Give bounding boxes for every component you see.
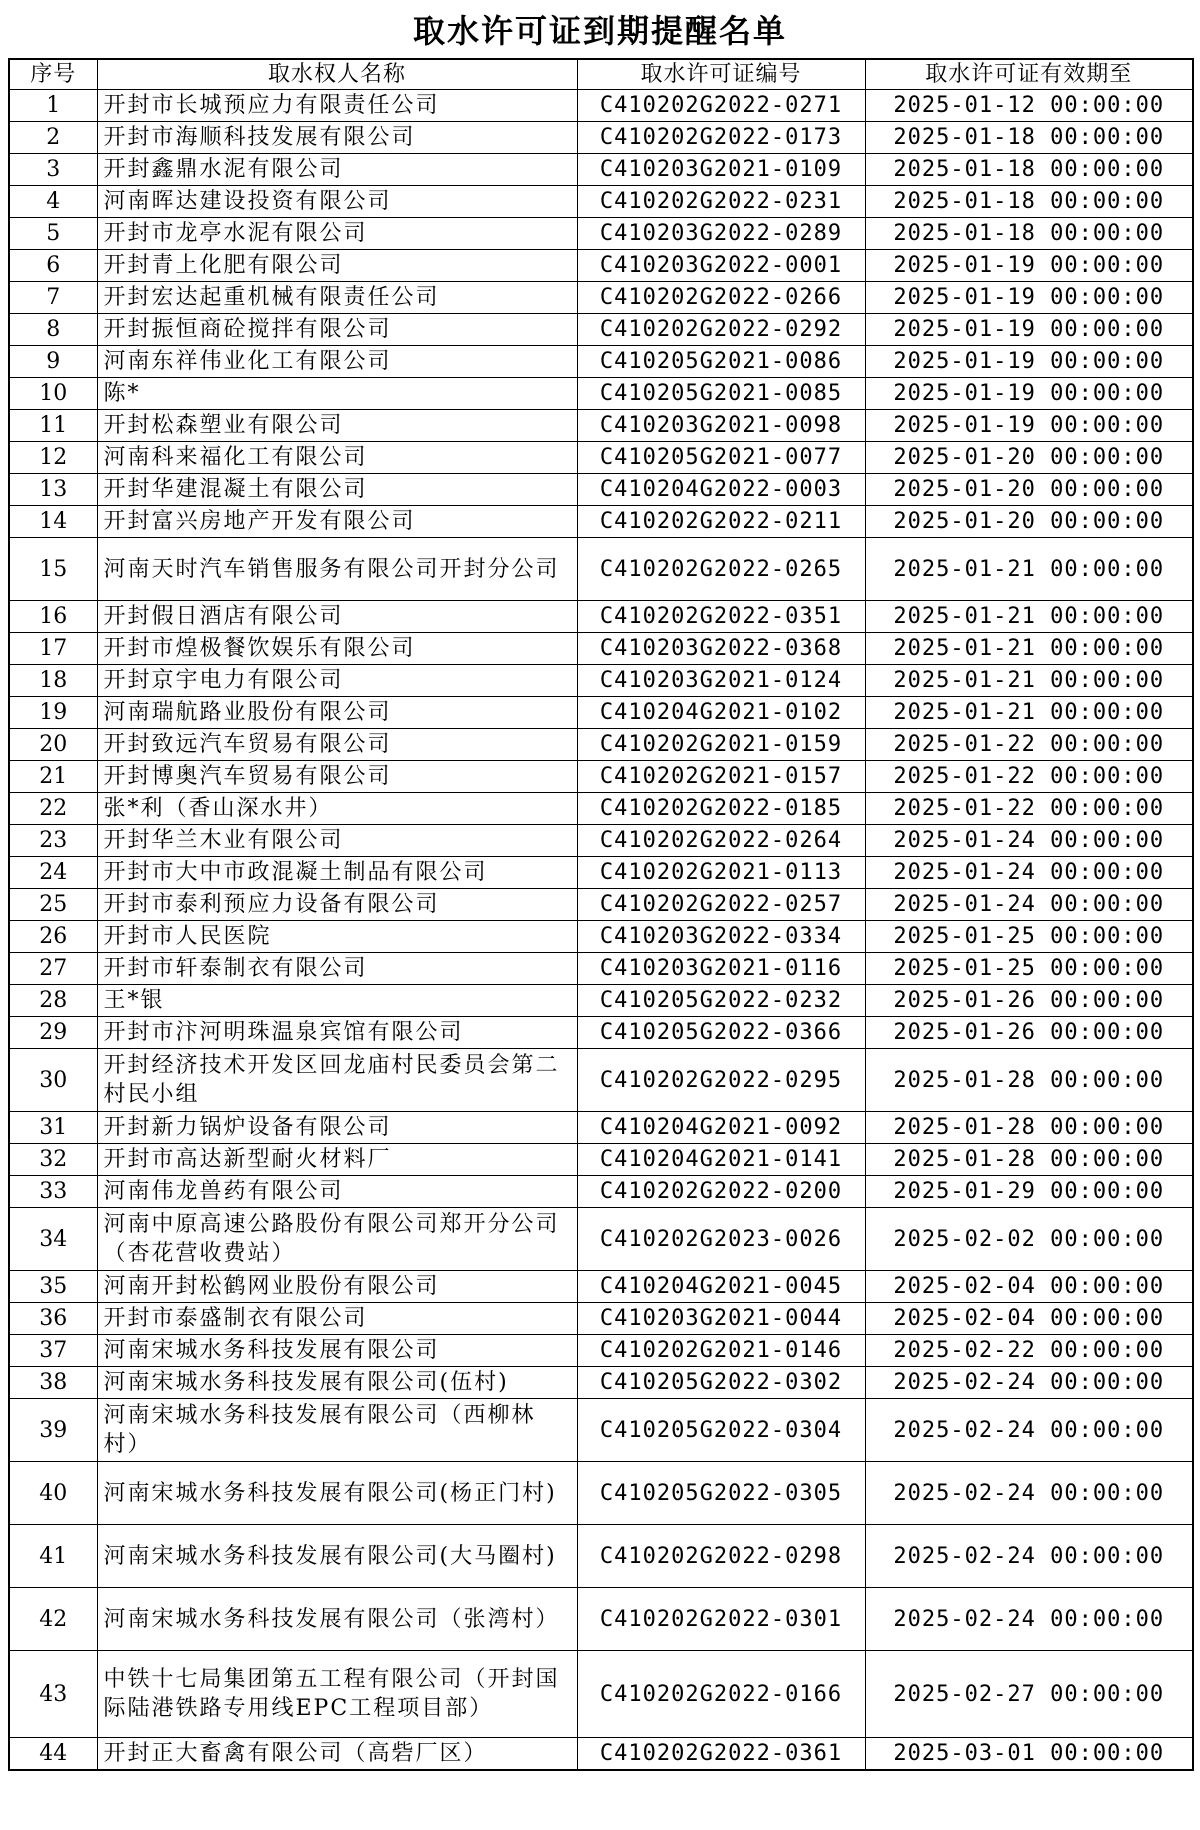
- row-no: 10: [9, 378, 97, 410]
- row-name: 开封华建混凝土有限公司: [97, 474, 577, 506]
- row-no: 23: [9, 825, 97, 857]
- row-permit-code: C410204G2022-0003: [577, 474, 865, 506]
- row-expiry-date: 2025-02-27 00:00:00: [865, 1651, 1193, 1738]
- row-name: 河南宋城水务科技发展有限公司: [97, 1335, 577, 1367]
- row-no: 29: [9, 1017, 97, 1049]
- row-name: 张*利（香山深水井）: [97, 793, 577, 825]
- header-date: 取水许可证有效期至: [865, 59, 1193, 90]
- row-name: 河南宋城水务科技发展有限公司（西柳林村）: [97, 1399, 577, 1462]
- row-name: 开封振恒商砼搅拌有限公司: [97, 314, 577, 346]
- row-permit-code: C410202G2022-0361: [577, 1738, 865, 1771]
- row-no: 14: [9, 506, 97, 538]
- row-name: 开封市人民医院: [97, 921, 577, 953]
- row-no: 30: [9, 1049, 97, 1112]
- table-row: [9, 506, 1193, 538]
- row-name: 开封市汴河明珠温泉宾馆有限公司: [97, 1017, 577, 1049]
- row-no: 35: [9, 1271, 97, 1303]
- row-name: 河南开封松鹤网业股份有限公司: [97, 1271, 577, 1303]
- row-expiry-date: 2025-01-21 00:00:00: [865, 697, 1193, 729]
- table-header-row: [9, 59, 1193, 90]
- row-permit-code: C410202G2021-0146: [577, 1335, 865, 1367]
- row-no: 24: [9, 857, 97, 889]
- row-name: 开封华兰木业有限公司: [97, 825, 577, 857]
- row-name: 开封致远汽车贸易有限公司: [97, 729, 577, 761]
- row-expiry-date: 2025-02-24 00:00:00: [865, 1462, 1193, 1525]
- row-expiry-date: 2025-01-19 00:00:00: [865, 250, 1193, 282]
- table-row: [9, 857, 1193, 889]
- row-no: 40: [9, 1462, 97, 1525]
- row-expiry-date: 2025-01-24 00:00:00: [865, 825, 1193, 857]
- row-expiry-date: 2025-01-18 00:00:00: [865, 186, 1193, 218]
- row-no: 15: [9, 538, 97, 601]
- row-expiry-date: 2025-01-18 00:00:00: [865, 218, 1193, 250]
- row-permit-code: C410202G2022-0211: [577, 506, 865, 538]
- row-name: 开封假日酒店有限公司: [97, 601, 577, 633]
- row-expiry-date: 2025-01-25 00:00:00: [865, 921, 1193, 953]
- row-name: 开封市龙亭水泥有限公司: [97, 218, 577, 250]
- row-permit-code: C410202G2022-0185: [577, 793, 865, 825]
- row-permit-code: C410202G2021-0159: [577, 729, 865, 761]
- table-row: [9, 729, 1193, 761]
- row-permit-code: C410205G2022-0304: [577, 1399, 865, 1462]
- row-no: 26: [9, 921, 97, 953]
- row-name: 河南中原高速公路股份有限公司郑开分公司（杏花营收费站）: [97, 1208, 577, 1271]
- row-name: 开封市轩泰制衣有限公司: [97, 953, 577, 985]
- row-name: 开封市海顺科技发展有限公司: [97, 122, 577, 154]
- row-no: 7: [9, 282, 97, 314]
- row-no: 37: [9, 1335, 97, 1367]
- table-row: [9, 889, 1193, 921]
- row-expiry-date: 2025-02-04 00:00:00: [865, 1271, 1193, 1303]
- row-no: 11: [9, 410, 97, 442]
- row-permit-code: C410203G2022-0289: [577, 218, 865, 250]
- row-name: 开封富兴房地产开发有限公司: [97, 506, 577, 538]
- row-name: 开封市高达新型耐火材料厂: [97, 1144, 577, 1176]
- row-no: 41: [9, 1525, 97, 1588]
- row-name: 河南宋城水务科技发展有限公司(杨正门村): [97, 1462, 577, 1525]
- row-no: 43: [9, 1651, 97, 1738]
- row-name: 开封市大中市政混凝土制品有限公司: [97, 857, 577, 889]
- table-row: [9, 633, 1193, 665]
- row-expiry-date: 2025-01-20 00:00:00: [865, 506, 1193, 538]
- table-row: [9, 921, 1193, 953]
- row-expiry-date: 2025-01-19 00:00:00: [865, 410, 1193, 442]
- row-no: 9: [9, 346, 97, 378]
- row-name: 开封宏达起重机械有限责任公司: [97, 282, 577, 314]
- row-name: 开封经济技术开发区回龙庙村民委员会第二村民小组: [97, 1049, 577, 1112]
- row-expiry-date: 2025-01-21 00:00:00: [865, 665, 1193, 697]
- row-name: 河南东祥伟业化工有限公司: [97, 346, 577, 378]
- row-permit-code: C410203G2021-0109: [577, 154, 865, 186]
- table-row: [9, 282, 1193, 314]
- row-no: 12: [9, 442, 97, 474]
- table-row: [9, 1588, 1193, 1651]
- table-row: [9, 1144, 1193, 1176]
- row-permit-code: C410202G2022-0292: [577, 314, 865, 346]
- header-no: 序号: [9, 59, 97, 90]
- row-permit-code: C410205G2021-0085: [577, 378, 865, 410]
- table-row: [9, 1176, 1193, 1208]
- row-expiry-date: 2025-01-24 00:00:00: [865, 857, 1193, 889]
- row-no: 32: [9, 1144, 97, 1176]
- row-expiry-date: 2025-01-25 00:00:00: [865, 953, 1193, 985]
- row-permit-code: C410204G2021-0045: [577, 1271, 865, 1303]
- row-no: 2: [9, 122, 97, 154]
- row-name: 陈*: [97, 378, 577, 410]
- row-expiry-date: 2025-01-26 00:00:00: [865, 985, 1193, 1017]
- row-expiry-date: 2025-02-24 00:00:00: [865, 1367, 1193, 1399]
- table-row: [9, 1738, 1193, 1771]
- row-no: 21: [9, 761, 97, 793]
- row-name: 开封市泰利预应力设备有限公司: [97, 889, 577, 921]
- row-permit-code: C410204G2021-0141: [577, 1144, 865, 1176]
- table-row: [9, 314, 1193, 346]
- row-expiry-date: 2025-01-20 00:00:00: [865, 474, 1193, 506]
- row-name: 开封正大畜禽有限公司（高砦厂区）: [97, 1738, 577, 1771]
- table-row: [9, 1462, 1193, 1525]
- row-permit-code: C410204G2021-0092: [577, 1112, 865, 1144]
- row-no: 8: [9, 314, 97, 346]
- row-no: 4: [9, 186, 97, 218]
- row-permit-code: C410205G2022-0366: [577, 1017, 865, 1049]
- row-permit-code: C410202G2021-0113: [577, 857, 865, 889]
- row-expiry-date: 2025-02-02 00:00:00: [865, 1208, 1193, 1271]
- row-no: 28: [9, 985, 97, 1017]
- row-name: 开封博奥汽车贸易有限公司: [97, 761, 577, 793]
- row-permit-code: C410202G2022-0231: [577, 186, 865, 218]
- row-permit-code: C410202G2022-0173: [577, 122, 865, 154]
- table-row: [9, 1049, 1193, 1112]
- table-row: [9, 474, 1193, 506]
- row-permit-code: C410203G2022-0334: [577, 921, 865, 953]
- row-name: 河南宋城水务科技发展有限公司(大马圈村): [97, 1525, 577, 1588]
- row-expiry-date: 2025-01-19 00:00:00: [865, 378, 1193, 410]
- row-no: 5: [9, 218, 97, 250]
- row-expiry-date: 2025-01-21 00:00:00: [865, 601, 1193, 633]
- row-expiry-date: 2025-01-12 00:00:00: [865, 90, 1193, 122]
- row-expiry-date: 2025-01-22 00:00:00: [865, 729, 1193, 761]
- row-permit-code: C410202G2022-0257: [577, 889, 865, 921]
- row-permit-code: C410202G2022-0166: [577, 1651, 865, 1738]
- row-name: 开封京宇电力有限公司: [97, 665, 577, 697]
- row-no: 18: [9, 665, 97, 697]
- row-permit-code: C410202G2022-0266: [577, 282, 865, 314]
- document-title: 取水许可证到期提醒名单: [412, 12, 787, 50]
- row-no: 22: [9, 793, 97, 825]
- row-name: 开封市煌极餐饮娱乐有限公司: [97, 633, 577, 665]
- table-row: [9, 90, 1193, 122]
- row-permit-code: C410202G2021-0157: [577, 761, 865, 793]
- table-row: [9, 378, 1193, 410]
- row-expiry-date: 2025-01-22 00:00:00: [865, 761, 1193, 793]
- row-no: 3: [9, 154, 97, 186]
- row-name: 开封市长城预应力有限责任公司: [97, 90, 577, 122]
- row-no: 44: [9, 1738, 97, 1771]
- row-permit-code: C410205G2022-0302: [577, 1367, 865, 1399]
- row-expiry-date: 2025-02-24 00:00:00: [865, 1525, 1193, 1588]
- table-row: [9, 1017, 1193, 1049]
- row-no: 1: [9, 90, 97, 122]
- row-permit-code: C410203G2022-0001: [577, 250, 865, 282]
- table-row: [9, 154, 1193, 186]
- row-permit-code: C410203G2021-0044: [577, 1303, 865, 1335]
- table-row: [9, 793, 1193, 825]
- header-name: 取水权人名称: [97, 59, 577, 90]
- table-row: [9, 1651, 1193, 1738]
- row-permit-code: C410202G2022-0264: [577, 825, 865, 857]
- row-expiry-date: 2025-01-29 00:00:00: [865, 1176, 1193, 1208]
- table-row: [9, 1208, 1193, 1271]
- table-row: [9, 761, 1193, 793]
- row-expiry-date: 2025-03-01 00:00:00: [865, 1738, 1193, 1771]
- row-no: 38: [9, 1367, 97, 1399]
- row-no: 13: [9, 474, 97, 506]
- row-permit-code: C410202G2022-0271: [577, 90, 865, 122]
- row-no: 25: [9, 889, 97, 921]
- row-name: 河南宋城水务科技发展有限公司(伍村): [97, 1367, 577, 1399]
- row-permit-code: C410202G2022-0298: [577, 1525, 865, 1588]
- row-name: 河南宋城水务科技发展有限公司（张湾村）: [97, 1588, 577, 1651]
- row-permit-code: C410202G2022-0351: [577, 601, 865, 633]
- row-no: 31: [9, 1112, 97, 1144]
- permit-table: [8, 58, 1194, 1771]
- row-permit-code: C410202G2022-0200: [577, 1176, 865, 1208]
- row-no: 17: [9, 633, 97, 665]
- row-permit-code: C410203G2022-0368: [577, 633, 865, 665]
- row-name: 河南天时汽车销售服务有限公司开封分公司: [97, 538, 577, 601]
- row-expiry-date: 2025-02-24 00:00:00: [865, 1588, 1193, 1651]
- row-permit-code: C410203G2021-0098: [577, 410, 865, 442]
- row-no: 19: [9, 697, 97, 729]
- row-name: 开封松森塑业有限公司: [97, 410, 577, 442]
- row-permit-code: C410203G2021-0124: [577, 665, 865, 697]
- row-name: 王*银: [97, 985, 577, 1017]
- row-no: 33: [9, 1176, 97, 1208]
- row-no: 34: [9, 1208, 97, 1271]
- table-row: [9, 1271, 1193, 1303]
- table-row: [9, 1303, 1193, 1335]
- table-row: [9, 665, 1193, 697]
- row-name: 开封新力锅炉设备有限公司: [97, 1112, 577, 1144]
- row-name: 河南伟龙兽药有限公司: [97, 1176, 577, 1208]
- row-no: 36: [9, 1303, 97, 1335]
- table-row: [9, 601, 1193, 633]
- row-expiry-date: 2025-01-28 00:00:00: [865, 1049, 1193, 1112]
- row-expiry-date: 2025-01-18 00:00:00: [865, 154, 1193, 186]
- row-permit-code: C410204G2021-0102: [577, 697, 865, 729]
- row-no: 6: [9, 250, 97, 282]
- row-permit-code: C410202G2022-0265: [577, 538, 865, 601]
- row-expiry-date: 2025-01-24 00:00:00: [865, 889, 1193, 921]
- row-permit-code: C410205G2021-0077: [577, 442, 865, 474]
- table-row: [9, 538, 1193, 601]
- row-no: 16: [9, 601, 97, 633]
- row-name: 河南晖达建设投资有限公司: [97, 186, 577, 218]
- row-permit-code: C410205G2021-0086: [577, 346, 865, 378]
- row-no: 39: [9, 1399, 97, 1462]
- table-row: [9, 410, 1193, 442]
- row-expiry-date: 2025-01-21 00:00:00: [865, 633, 1193, 665]
- table-row: [9, 250, 1193, 282]
- row-expiry-date: 2025-01-22 00:00:00: [865, 793, 1193, 825]
- table-row: [9, 697, 1193, 729]
- row-permit-code: C410205G2022-0305: [577, 1462, 865, 1525]
- row-expiry-date: 2025-01-18 00:00:00: [865, 122, 1193, 154]
- table-row: [9, 346, 1193, 378]
- row-name: 河南瑞航路业股份有限公司: [97, 697, 577, 729]
- table-row: [9, 186, 1193, 218]
- table-row: [9, 122, 1193, 154]
- row-expiry-date: 2025-02-22 00:00:00: [865, 1335, 1193, 1367]
- table-row: [9, 825, 1193, 857]
- table-row: [9, 985, 1193, 1017]
- table-body: [9, 90, 1193, 1771]
- row-permit-code: C410202G2022-0301: [577, 1588, 865, 1651]
- row-name: 开封青上化肥有限公司: [97, 250, 577, 282]
- row-expiry-date: 2025-01-26 00:00:00: [865, 1017, 1193, 1049]
- table-row: [9, 1367, 1193, 1399]
- row-expiry-date: 2025-01-28 00:00:00: [865, 1144, 1193, 1176]
- row-expiry-date: 2025-01-19 00:00:00: [865, 314, 1193, 346]
- row-name: 中铁十七局集团第五工程有限公司（开封国际陆港铁路专用线EPC工程项目部）: [97, 1651, 577, 1738]
- row-expiry-date: 2025-01-20 00:00:00: [865, 442, 1193, 474]
- table-row: [9, 953, 1193, 985]
- row-permit-code: C410202G2023-0026: [577, 1208, 865, 1271]
- row-expiry-date: 2025-01-21 00:00:00: [865, 538, 1193, 601]
- table-row: [9, 1525, 1193, 1588]
- table-row: [9, 218, 1193, 250]
- row-no: 42: [9, 1588, 97, 1651]
- table-row: [9, 1335, 1193, 1367]
- table-row: [9, 1399, 1193, 1462]
- row-no: 27: [9, 953, 97, 985]
- row-expiry-date: 2025-01-19 00:00:00: [865, 346, 1193, 378]
- row-name: 开封市泰盛制衣有限公司: [97, 1303, 577, 1335]
- row-expiry-date: 2025-01-19 00:00:00: [865, 282, 1193, 314]
- row-permit-code: C410203G2021-0116: [577, 953, 865, 985]
- row-permit-code: C410202G2022-0295: [577, 1049, 865, 1112]
- row-name: 开封鑫鼎水泥有限公司: [97, 154, 577, 186]
- header-code: 取水许可证编号: [577, 59, 865, 90]
- row-permit-code: C410205G2022-0232: [577, 985, 865, 1017]
- row-no: 20: [9, 729, 97, 761]
- table-row: [9, 1112, 1193, 1144]
- row-name: 河南科来福化工有限公司: [97, 442, 577, 474]
- table-row: [9, 442, 1193, 474]
- row-expiry-date: 2025-01-28 00:00:00: [865, 1112, 1193, 1144]
- row-expiry-date: 2025-02-04 00:00:00: [865, 1303, 1193, 1335]
- row-expiry-date: 2025-02-24 00:00:00: [865, 1399, 1193, 1462]
